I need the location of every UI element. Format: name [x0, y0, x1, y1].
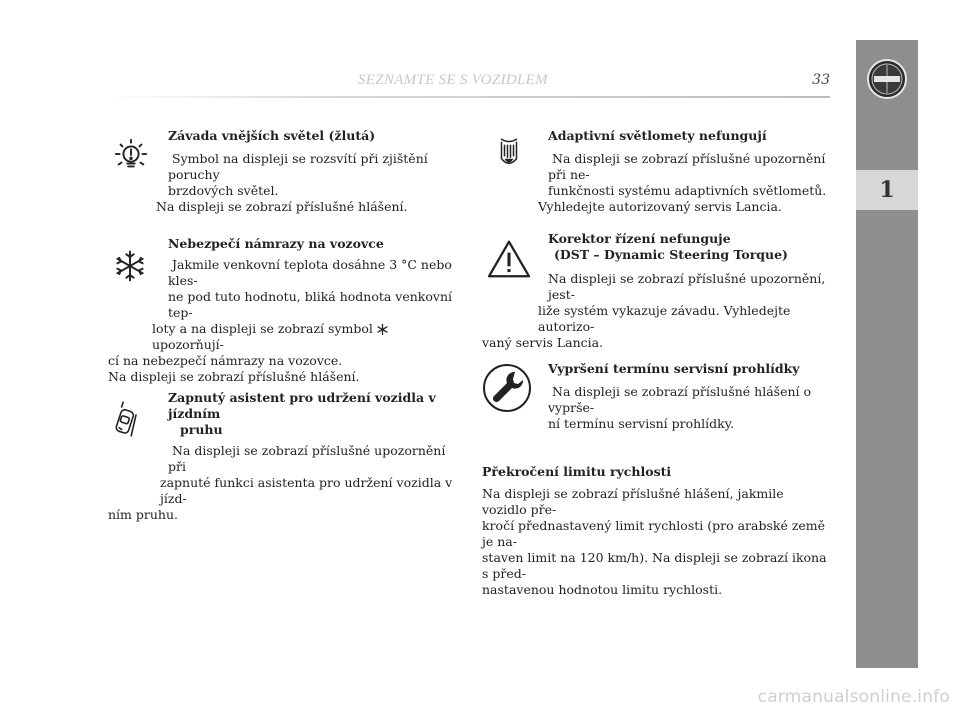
section-title-line: pruhu [180, 422, 223, 437]
section-title: Překročení limitu rychlosti [482, 464, 672, 479]
section-text-line: brzdových světel. [168, 183, 279, 198]
section-text-line: Na displeji se zobrazí příslušné hlášení, jakmile vozidlo pře- [482, 486, 784, 517]
section-title: Závada vnějších světel (žlutá) [168, 128, 376, 143]
section-lane-assist [108, 390, 458, 523]
section-text-line: liže systém vykazuje závadu. Vyhledejte autorizo- [538, 303, 791, 334]
section-service-due [482, 361, 832, 432]
section-title-line: Korektor řízení nefunguje [548, 231, 731, 246]
chapter-sidebar [856, 40, 918, 668]
adaptive-headlight-icon [494, 136, 524, 174]
inline-text: loty a na displeji se zobrazí symbol [152, 321, 373, 336]
watermark: carmanualsonline.info [757, 687, 950, 707]
running-header-title: SEZNAMTE SE S VOZIDLEM [358, 72, 548, 88]
section-title: Vypršení termínu servisní prohlídky [548, 361, 800, 376]
snowflake-inline-icon [377, 324, 388, 335]
section-title: Nebezpečí námrazy na vozovce [168, 236, 384, 251]
section-title-line: (DST – Dynamic Steering Torque) [554, 247, 788, 262]
section-text-line: Vyhledejte autorizovaný servis Lancia. [538, 199, 782, 214]
section-text-line: funkčnosti systému adaptivních světlometů. [548, 183, 827, 198]
snowflake-icon [112, 248, 148, 284]
page-header [108, 70, 830, 92]
inline-text: upozorňují- [152, 337, 224, 352]
section-text-line: zapnuté funkci asistenta pro udržení vozidla v jízd- [160, 475, 453, 506]
section-text-line [108, 321, 458, 353]
page-number: 33 [812, 72, 830, 88]
section-text-line: cí na nebezpečí námrazy na vozovce. [108, 353, 343, 368]
wrench-icon [482, 363, 532, 413]
section-text-line: Na displeji se zobrazí příslušné upozornění při ne- [548, 151, 826, 182]
section-title-line: Zapnutý asistent pro udržení vozidla v jízdním [168, 390, 436, 421]
section-text-line: Na displeji se zobrazí příslušné upozornění, jest- [548, 271, 826, 302]
section-text-line: Symbol na displeji se rozsvítí při zjištění poruchy [168, 151, 428, 182]
section-road-ice [108, 236, 458, 385]
section-text-line: ním pruhu. [108, 507, 178, 522]
section-text-line: kročí přednastavený limit rychlosti (pro arabské země je na- [482, 518, 826, 549]
section-text-line: Na displeji se zobrazí příslušné hlášení. [156, 199, 408, 214]
section-title: Adaptivní světlomety nefungují [548, 128, 767, 143]
section-text-line: vaný servis Lancia. [482, 335, 604, 350]
section-steering-corrector [482, 231, 832, 351]
chapter-tab[interactable] [856, 170, 918, 210]
section-text-line: Na displeji se zobrazí příslušné hlášení. [108, 369, 360, 384]
warning-triangle-icon [486, 239, 532, 279]
lancia-logo-icon [866, 58, 908, 100]
header-rule [108, 96, 830, 98]
chapter-number: 1 [879, 177, 895, 203]
section-text-line: Jakmile venkovní teplota dosáhne 3 °C nebo kles- [168, 257, 452, 288]
section-speed-limit [482, 464, 832, 598]
lane-assist-icon [112, 398, 144, 440]
section-text-line: nastavenou hodnotou limitu rychlosti. [482, 582, 723, 597]
section-exterior-light-fault [108, 128, 458, 215]
bulb-warning-icon [112, 136, 150, 174]
section-text-line: staven limit na 120 km/h). Na displeji se zobrazí ikona s před- [482, 550, 827, 581]
section-text-line: ne pod tuto hodnotu, bliká hodnota venkovní tep- [168, 289, 453, 320]
section-text-line: ní termínu servisní prohlídky. [548, 416, 735, 431]
section-text-line: Na displeji se zobrazí příslušné hlášení o vyprše- [548, 384, 812, 415]
section-text-line: Na displeji se zobrazí příslušné upozornění při [168, 443, 446, 474]
section-adaptive-headlights [482, 128, 832, 215]
